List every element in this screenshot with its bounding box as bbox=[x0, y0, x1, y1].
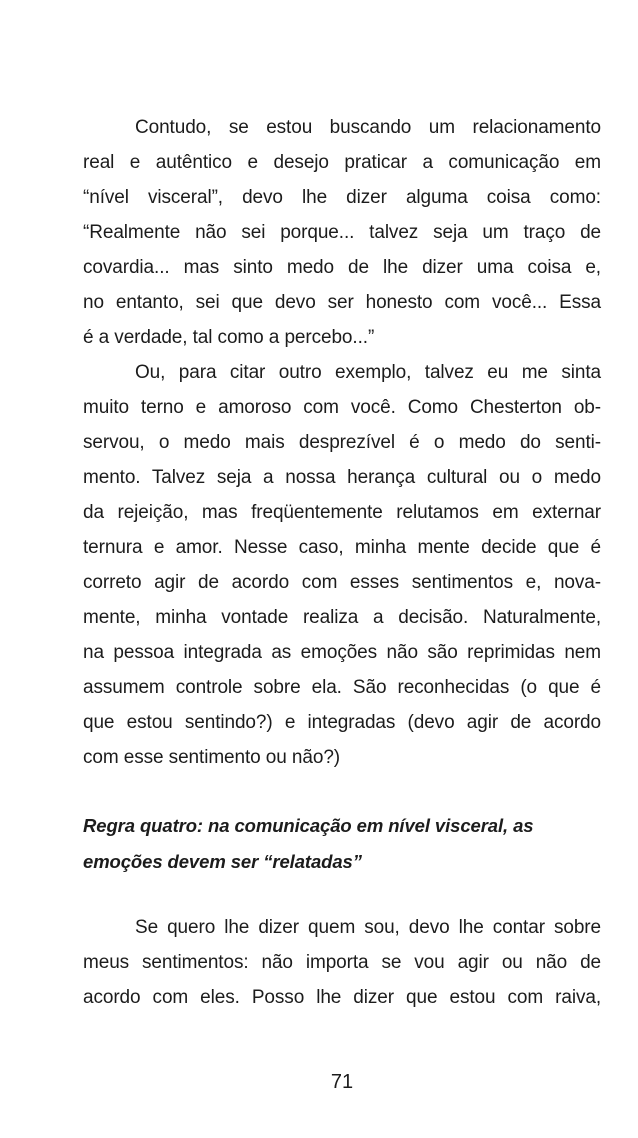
text-line: no entanto, sei que devo ser honesto com você... Essa bbox=[83, 292, 601, 313]
text-line: mento. Talvez seja a nossa herança cultural ou o medo bbox=[83, 467, 601, 488]
text-line: meus sentimentos: não importa se vou agir ou não de bbox=[83, 952, 601, 973]
text-line: ternura e amor. Nesse caso, minha mente decide que é bbox=[83, 537, 601, 558]
text-line: assumem controle sobre ela. São reconhecidas (o que é bbox=[83, 677, 601, 698]
text-line: muito terno e amoroso com você. Como Chesterton ob- bbox=[83, 397, 601, 418]
text-line: “Realmente não sei porque... talvez seja um traço de bbox=[83, 222, 601, 243]
text-line: Se quero lhe dizer quem sou, devo lhe contar sobre bbox=[135, 917, 601, 938]
text-line: covardia... mas sinto medo de lhe dizer uma coisa e, bbox=[83, 257, 601, 278]
heading-line: emoções devem ser “relatadas” bbox=[83, 851, 362, 872]
body-text-block bbox=[83, 110, 601, 775]
text-line: acordo com eles. Posso lhe dizer que estou com raiva, bbox=[83, 987, 601, 1008]
page-number: 71 bbox=[330, 1071, 354, 1093]
heading-line: Regra quatro: na comunicação em nível visceral, as bbox=[83, 815, 534, 836]
section-heading bbox=[83, 808, 601, 880]
text-line: Contudo, se estou buscando um relacionamento bbox=[135, 117, 601, 138]
text-line: correto agir de acordo com esses sentimentos e, nova- bbox=[83, 572, 601, 593]
text-line: servou, o medo mais desprezível é o medo do senti- bbox=[83, 432, 601, 453]
text-line: real e autêntico e desejo praticar a comunicação em bbox=[83, 152, 601, 173]
text-line: Ou, para citar outro exemplo, talvez eu me sinta bbox=[135, 362, 601, 383]
text-line: “nível visceral”, devo lhe dizer alguma coisa como: bbox=[83, 187, 601, 208]
paragraph-2 bbox=[83, 355, 601, 775]
paragraph-1 bbox=[83, 110, 601, 355]
text-line: com esse sentimento ou não?) bbox=[83, 747, 341, 768]
text-line: mente, minha vontade realiza a decisão. Naturalmente, bbox=[83, 607, 601, 628]
text-line: que estou sentindo?) e integradas (devo agir de acordo bbox=[83, 712, 601, 733]
text-line: da rejeição, mas freqüentemente relutamos em externar bbox=[83, 502, 601, 523]
paragraph-3 bbox=[83, 910, 601, 1015]
text-line: na pessoa integrada as emoções não são reprimidas nem bbox=[83, 642, 601, 663]
text-line: é a verdade, tal como a percebo...” bbox=[83, 327, 375, 348]
